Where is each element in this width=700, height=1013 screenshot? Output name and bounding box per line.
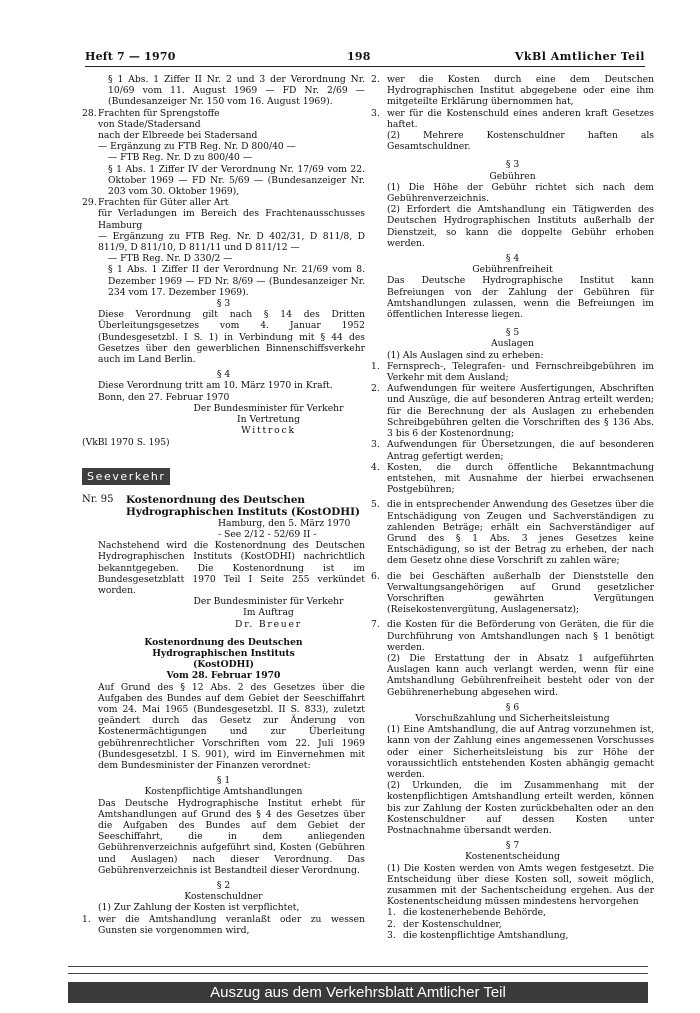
- paragraph: (2) Erfordert die Amtshandlung ein Tätigwerden des Deutschen Hydrographischen Instituts außerhalb der Dienstzeit, so kann die doppelte Gebühr erhoben werden.: [387, 204, 654, 249]
- list-item: [371, 74, 654, 108]
- item-line: nach der Elbreede bei Stadersand: [98, 130, 258, 142]
- list-item: [371, 907, 654, 918]
- list-item: [371, 361, 654, 383]
- item-text: die kostenerhebende Behörde,: [403, 907, 546, 919]
- issue-label: Heft 7 — 1970: [85, 50, 176, 63]
- section-heading: § 3: [216, 298, 231, 310]
- paragraph: Auf Grund des § 12 Abs. 2 des Gesetzes über die Aufgaben des Bundes auf dem Gebiet der Seeschiffahrt vom 24. Mai 1965 (Bundesgesetzbl. II S. 833), zuletzt geändert durch das Gesetz zur Änderung von Kostenermächtigungen und zur Überleitung gebührenrechtlicher Vorschriften vom 22. Juli 1969 (Bundesgesetzbl. I S. 901), wird im Einvernehmen mit dem Bundesminister der Finanzen verordnet:: [98, 681, 365, 771]
- announcement-title: [82, 494, 365, 518]
- item-number: 3.: [371, 439, 380, 451]
- announcement-number: Nr. 95: [82, 493, 114, 505]
- footer-banner: Auszug aus dem Verkehrsblatt Amtlicher Teil: [68, 982, 648, 1003]
- paragraph: Diese Verordnung tritt am 10. März 1970 in Kraft.: [98, 380, 333, 392]
- footer-rule: [68, 966, 648, 967]
- journal-label: VkBl Amtlicher Teil: [514, 50, 645, 63]
- item-text: wer für die Kostenschuld eines anderen kraft Gesetzes haftet.: [387, 107, 654, 130]
- item-line: — Ergänzung zu FTB Reg. Nr. D 402/31, D 811/8, D 811/9, D 811/10, D 811/11 und D 811/12 —: [98, 230, 365, 254]
- signature-name: Wittrock: [241, 425, 296, 437]
- item-text: die bei Geschäften außerhalb der Dienststelle den Verwaltungsangehörigen auf Grund gesetzlicher Vorschriften gewährten Vergütungen (Reisekostenvergütung, Auslagenersatz);: [387, 570, 654, 616]
- item-line: für Verladungen im Bereich des Frachtenausschusses Hamburg: [98, 208, 365, 231]
- item-paragraph: § 1 Abs. 1 Ziffer IV der Verordnung Nr. 17/69 vom 22. Oktober 1969 — FD Nr. 5/69 — (Bundesanzeiger Nr. 203 vom 30. Oktober 1969),: [108, 163, 365, 198]
- section-heading: § 5: [505, 327, 520, 339]
- item-text: wer die Kosten durch eine dem Deutschen Hydrographischen Institut abgegebene oder eine ihm mitgeteilte Erklärung übernommen hat,: [387, 74, 654, 108]
- paragraph: Das Deutsche Hydrographische Institut kann Befreiungen von der Zahlung der Gebühren für Amtshandlungen zulassen, wenn die Befreiungen im öffentlichen Interesse liegen.: [387, 275, 654, 321]
- list-item: [371, 383, 654, 439]
- item-text: Aufwendungen für weitere Ausfertigungen, Abschriften und Auszüge, die auf besonderen Antrag erteilt werden; für die Berechnung der als Auslagen zu erhebenden Schreibgebühren gelten die Vorschriften des § 136 Abs. 3 bis 6 der Kostenordnung;: [387, 383, 654, 440]
- item-line: von Stade/Stadersand: [98, 118, 201, 130]
- item-number: 6.: [371, 570, 380, 582]
- auslagen-list: [371, 361, 654, 653]
- section-label: Seeverkehr: [82, 468, 170, 485]
- paragraph: Nachstehend wird die Kostenordnung des Deutschen Hydrographischen Instituts (KostODHI) nachrichtlich bekanntgegeben. Die Kostenordnung ist im Bundesgesetzblatt 1970 Teil I Seite 255 verkündet worden.: [98, 540, 365, 596]
- signature-role: Im Auftrag: [243, 607, 294, 619]
- item-text: wer die Amtshandlung veranlaßt oder zu wessen Gunsten sie vorgenommen wird,: [98, 913, 365, 936]
- section-title: Kostenentscheidung: [465, 851, 560, 863]
- page-number: 198: [347, 50, 371, 63]
- section-title: Kostenschuldner: [184, 891, 263, 903]
- item-number: 28.: [82, 107, 97, 119]
- ordinance-title: (KostODHI): [193, 659, 254, 671]
- ordinance-title: Hydrographischen Instituts: [152, 647, 295, 659]
- paragraph: (1) Zur Zahlung der Kosten ist verpflichtet,: [98, 902, 300, 914]
- list-item: [371, 439, 654, 461]
- reference: (VkBl 1970 S. 195): [82, 436, 170, 448]
- section-heading: § 2: [216, 880, 231, 891]
- section-heading: § 3: [505, 159, 520, 171]
- paragraph: (2) Mehrere Kostenschuldner haften als Gesamtschuldner.: [387, 130, 654, 153]
- item-text: Kosten, die durch öffentliche Bekanntmachung entstehen, mit Ausnahme der hierbei erwachsenen Postgebühren;: [387, 461, 654, 496]
- item-line: Frachten für Sprengstoffe: [98, 107, 220, 119]
- section-heading: § 7: [505, 840, 520, 852]
- item-number: 5.: [371, 499, 380, 511]
- section-heading: § 6: [505, 701, 520, 713]
- section-title: Kostenpflichtige Amtshandlungen: [144, 786, 303, 798]
- section-heading: § 4: [505, 253, 520, 265]
- signature-title: Der Bundesminister für Verkehr: [193, 402, 344, 414]
- item-text: die in entsprechender Anwendung des Gesetzes über die Entschädigung von Zeugen und Sachverständigen zu zahlenden Beträge; erhält ein Sachverständiger auf Grund des § 1 Abs. 3 jenes Gesetzes keine Entschädigung, so ist der Betrag zu erheben, der nach dem Gesetz ohne diese Vorschrift zu zahlen wäre;: [387, 499, 654, 567]
- header-rule: [85, 66, 645, 67]
- right-column: [371, 74, 654, 941]
- ordinance-date: Vom 28. Februar 1970: [166, 670, 281, 682]
- list-item: [82, 197, 365, 298]
- list-item: [371, 571, 654, 616]
- item-number: 1.: [371, 360, 380, 372]
- item-number: 4.: [371, 461, 380, 473]
- list-item: [82, 108, 365, 198]
- section-heading: § 4: [216, 369, 231, 381]
- announcement-heading: Kostenordnung des Deutschen Hydrographischen Instituts (KostODHI): [126, 493, 360, 518]
- section-heading: § 1: [216, 775, 231, 787]
- list-item: [371, 462, 654, 496]
- item-text: Fernsprech-, Telegrafen- und Fernschreibgebühren im Verkehr mit dem Ausland;: [387, 360, 654, 384]
- list-item: [371, 919, 654, 930]
- ordinance-title: Kostenordnung des Deutschen: [144, 636, 303, 648]
- item-number: 2.: [371, 383, 380, 395]
- item-text: die kostenpflichtige Amtshandlung,: [403, 929, 569, 941]
- item-line: Frachten für Güter aller Art: [98, 197, 229, 209]
- item-text: Aufwendungen für Übersetzungen, die auf besonderen Antrag gefertigt werden;: [387, 439, 654, 462]
- item-number: 3.: [387, 929, 396, 941]
- paragraph: (2) Urkunden, die im Zusammenhang mit der kostenpflichtigen Amtshandlung erteilt werden, können bis zur Zahlung der Kosten zurückbehalten oder an den Kostenschuldner auf dessen Kosten unter Postnachnahme übersandt werden.: [387, 780, 654, 836]
- paragraph: § 1 Abs. 1 Ziffer II Nr. 2 und 3 der Verordnung Nr. 10/69 vom 11. August 1969 — FD Nr. 2/69 — (Bundesanzeiger Nr. 150 vom 16. August 1969).: [108, 74, 365, 108]
- paragraph: (1) Als Auslagen sind zu erheben:: [387, 349, 544, 361]
- item-line: — FTB Reg. Nr. D zu 800/40 —: [108, 152, 253, 164]
- item-number: 2.: [387, 918, 396, 930]
- item-number: 1.: [82, 913, 91, 925]
- paragraph: Das Deutsche Hydrographische Institut erhebt für Amtshandlungen auf Grund des § 4 des Gesetzes über die Aufgaben des Bundes auf dem Gebiet der Seeschiffahrt, die in dem anliegenden Gebührenverzeichnis aufgeführt sind, Kosten (Gebühren und Auslagen) nach dieser Verordnung. Das Gebührenverzeichnis ist Bestandteil dieser Verordnung.: [98, 797, 365, 876]
- list-item: [371, 499, 654, 566]
- paragraph: (1) Eine Amtshandlung, die auf Antrag vorzunehmen ist, kann von der Zahlung eines angemessenen Vorschusses oder einer Sicherheitsleistung bis zur Höhe der voraussichtlich entstehenden Kosten abhängig gemacht werden.: [387, 724, 654, 780]
- list-item: [371, 619, 654, 653]
- signature-role: In Vertretung: [236, 414, 300, 426]
- paragraph: (1) Die Kosten werden von Amts wegen festgesetzt. Die Entscheidung über diese Kosten soll, soweit möglich, zusammen mit der Sachentscheidung ergehen. Aus der Kostenentscheidung müssen mindestens hervorgehen: [387, 862, 654, 908]
- section-title: Gebührenfreiheit: [472, 264, 553, 276]
- date-line: Bonn, den 27. Februar 1970: [98, 391, 230, 403]
- section-title: Vorschußzahlung und Sicherheitsleistung: [415, 712, 610, 724]
- item-number: 29.: [82, 197, 97, 209]
- item-number: 1.: [387, 907, 396, 919]
- paragraph: (2) Die Erstattung der in Absatz 1 aufgeführten Auslagen kann auch verlangt werden, wenn für eine Amtshandlung Gebührenfreiheit besteht oder von der Gebührenerhebung abgesehen wird.: [387, 652, 654, 698]
- signature-name: Dr. Breuer: [235, 618, 302, 630]
- item-number: 3.: [371, 107, 380, 119]
- item-number: 2.: [371, 74, 380, 85]
- place-date: Hamburg, den 5. März 1970: [218, 517, 351, 529]
- item-line: — FTB Reg. Nr. D 330/2 —: [108, 253, 233, 265]
- left-column: [82, 74, 365, 936]
- section-title: Gebühren: [489, 170, 536, 182]
- signature-title: Der Bundesminister für Verkehr: [193, 596, 344, 608]
- item-text: die Kosten für die Beförderung von Geräten, die für die Durchführung von Amtshandlungen nach § 1 benötigt werden.: [387, 619, 654, 653]
- list-item: [82, 914, 365, 936]
- section-title: Auslagen: [491, 338, 534, 350]
- item-paragraph: § 1 Abs. 1 Ziffer II der Verordnung Nr. 21/69 vom 8. Dezember 1969 — FD Nr. 8/69 — (Bundesanzeiger Nr. 234 vom 17. Dezember 1969).: [108, 264, 365, 298]
- item-line: — Ergänzung zu FTB Reg. Nr. D 800/40 —: [98, 141, 296, 153]
- list-item: [371, 930, 654, 941]
- item-text: der Kostenschuldner,: [403, 918, 502, 930]
- item-number: 7.: [371, 619, 380, 631]
- footer-rule: [68, 973, 648, 974]
- file-reference: - See 2/12 - 52/69 II -: [218, 528, 317, 540]
- paragraph: (1) Die Höhe der Gebühr richtet sich nach dem Gebührenverzeichnis.: [387, 181, 654, 205]
- list-item: [371, 108, 654, 130]
- paragraph: Diese Verordnung gilt nach § 14 des Dritten Überleitungsgesetzes vom 4. Januar 1952 (Bundesgesetzbl. I S. 1) in Verbindung mit § 44 des Gesetzes über den gewerblichen Binnenschiffsverkehr auch im Land Berlin.: [98, 309, 365, 366]
